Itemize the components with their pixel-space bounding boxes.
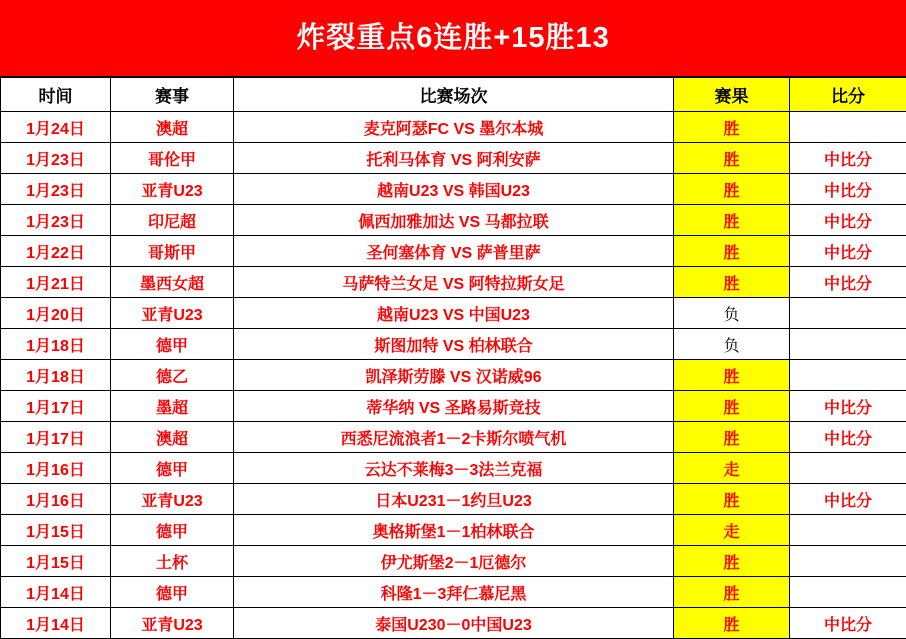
cell-result: 胜 [674, 205, 790, 236]
cell-match: 奥格斯堡1－1柏林联合 [234, 515, 674, 546]
cell-date: 1月18日 [1, 360, 111, 391]
table-row [1, 422, 906, 453]
cell-result: 胜 [674, 484, 790, 515]
cell-match: 西悉尼流浪者1－2卡斯尔喷气机 [234, 422, 674, 453]
cell-result: 胜 [674, 546, 790, 577]
cell-league: 亚青U23 [111, 608, 234, 639]
cell-match: 云达不莱梅3－3法兰克福 [234, 453, 674, 484]
table-row [1, 329, 906, 360]
cell-score: 中比分 [790, 205, 906, 236]
table-row [1, 546, 906, 577]
cell-score [790, 112, 906, 143]
table-row [1, 608, 906, 639]
table-row [1, 143, 906, 174]
table-row [1, 267, 906, 298]
cell-score: 中比分 [790, 236, 906, 267]
cell-result: 胜 [674, 267, 790, 298]
cell-match: 越南U23 VS 韩国U23 [234, 174, 674, 205]
cell-league: 亚青U23 [111, 174, 234, 205]
cell-date: 1月14日 [1, 608, 111, 639]
cell-result: 胜 [674, 360, 790, 391]
cell-score: 中比分 [790, 267, 906, 298]
cell-date: 1月17日 [1, 391, 111, 422]
table-row [1, 484, 906, 515]
table-row [1, 205, 906, 236]
cell-score: 中比分 [790, 608, 906, 639]
cell-match: 伊尤斯堡2－1厄德尔 [234, 546, 674, 577]
cell-match: 蒂华纳 VS 圣路易斯竞技 [234, 391, 674, 422]
cell-league: 哥伦甲 [111, 143, 234, 174]
cell-league: 亚青U23 [111, 298, 234, 329]
cell-match: 凯泽斯劳滕 VS 汉诺威96 [234, 360, 674, 391]
table-container [0, 77, 906, 639]
cell-league: 德甲 [111, 515, 234, 546]
table-row [1, 174, 906, 205]
cell-result: 胜 [674, 391, 790, 422]
cell-score [790, 360, 906, 391]
header-score: 比分 [790, 78, 906, 112]
header-league: 赛事 [111, 78, 234, 112]
cell-date: 1月15日 [1, 515, 111, 546]
cell-match: 圣何塞体育 VS 萨普里萨 [234, 236, 674, 267]
table-row [1, 391, 906, 422]
cell-result: 胜 [674, 608, 790, 639]
cell-date: 1月21日 [1, 267, 111, 298]
cell-match: 佩西加雅加达 VS 马都拉联 [234, 205, 674, 236]
cell-date: 1月22日 [1, 236, 111, 267]
cell-result: 走 [674, 515, 790, 546]
cell-result: 负 [674, 298, 790, 329]
cell-match: 麦克阿瑟FC VS 墨尔本城 [234, 112, 674, 143]
cell-league: 印尼超 [111, 205, 234, 236]
cell-score: 中比分 [790, 174, 906, 205]
cell-league: 德甲 [111, 453, 234, 484]
cell-date: 1月16日 [1, 484, 111, 515]
cell-date: 1月15日 [1, 546, 111, 577]
cell-league: 墨超 [111, 391, 234, 422]
cell-result: 胜 [674, 174, 790, 205]
cell-league: 哥斯甲 [111, 236, 234, 267]
cell-league: 澳超 [111, 112, 234, 143]
cell-result: 胜 [674, 422, 790, 453]
cell-match: 马萨特兰女足 VS 阿特拉斯女足 [234, 267, 674, 298]
cell-match: 日本U231－1约旦U23 [234, 484, 674, 515]
cell-league: 德甲 [111, 329, 234, 360]
cell-date: 1月16日 [1, 453, 111, 484]
cell-result: 胜 [674, 112, 790, 143]
cell-date: 1月14日 [1, 577, 111, 608]
cell-result: 负 [674, 329, 790, 360]
cell-date: 1月23日 [1, 143, 111, 174]
cell-score [790, 329, 906, 360]
table-row [1, 577, 906, 608]
cell-result: 胜 [674, 236, 790, 267]
cell-score: 中比分 [790, 143, 906, 174]
cell-league: 墨西女超 [111, 267, 234, 298]
cell-league: 土杯 [111, 546, 234, 577]
cell-score: 中比分 [790, 484, 906, 515]
table-row [1, 112, 906, 143]
cell-date: 1月17日 [1, 422, 111, 453]
table-row [1, 360, 906, 391]
header-date: 时间 [1, 78, 111, 112]
cell-league: 德甲 [111, 577, 234, 608]
cell-score [790, 515, 906, 546]
table-row [1, 515, 906, 546]
cell-score: 中比分 [790, 422, 906, 453]
cell-date: 1月18日 [1, 329, 111, 360]
header-result: 赛果 [674, 78, 790, 112]
header-match: 比赛场次 [234, 78, 674, 112]
cell-league: 澳超 [111, 422, 234, 453]
table-row [1, 236, 906, 267]
cell-date: 1月23日 [1, 174, 111, 205]
cell-league: 亚青U23 [111, 484, 234, 515]
cell-date: 1月20日 [1, 298, 111, 329]
results-table [0, 77, 906, 639]
cell-score [790, 298, 906, 329]
table-row [1, 453, 906, 484]
cell-result: 胜 [674, 143, 790, 174]
cell-score [790, 453, 906, 484]
cell-match: 科隆1－3拜仁慕尼黑 [234, 577, 674, 608]
cell-result: 胜 [674, 577, 790, 608]
cell-match: 托利马体育 VS 阿利安萨 [234, 143, 674, 174]
table-body [1, 112, 906, 639]
page-title: 炸裂重点6连胜+15胜13 [0, 0, 906, 77]
cell-match: 越南U23 VS 中国U23 [234, 298, 674, 329]
cell-league: 德乙 [111, 360, 234, 391]
table-header-row [1, 78, 906, 112]
cell-score: 中比分 [790, 391, 906, 422]
cell-match: 斯图加特 VS 柏林联合 [234, 329, 674, 360]
cell-match: 泰国U230－0中国U23 [234, 608, 674, 639]
cell-date: 1月24日 [1, 112, 111, 143]
table-row [1, 298, 906, 329]
cell-result: 走 [674, 453, 790, 484]
cell-score [790, 546, 906, 577]
cell-date: 1月23日 [1, 205, 111, 236]
cell-score [790, 577, 906, 608]
